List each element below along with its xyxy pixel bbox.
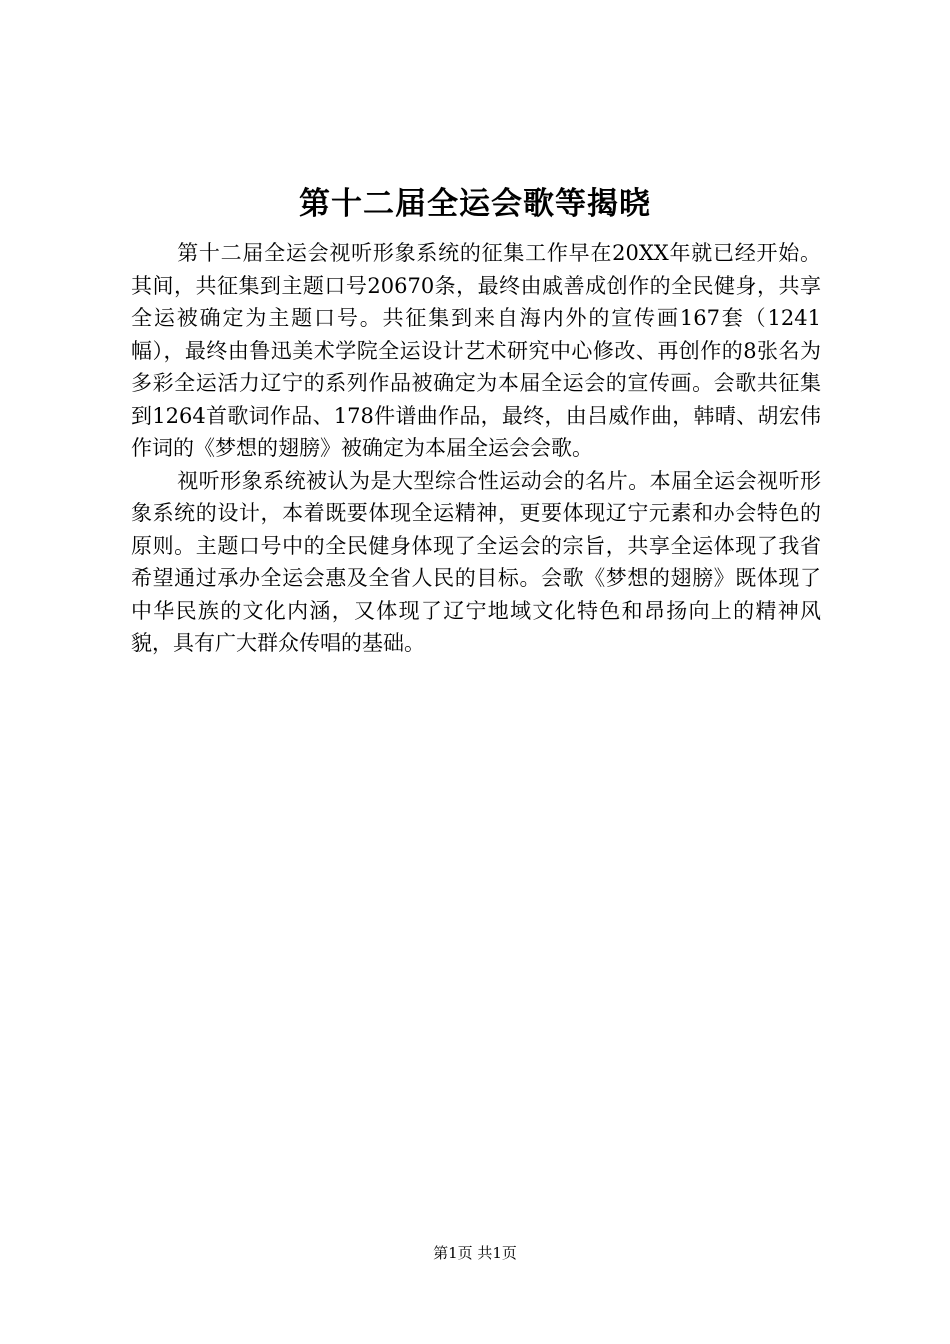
paragraph-1: 第十二届全运会视听形象系统的征集工作早在20XX年就已经开始。其间，共征集到主题口号20670条，最终由戚善成创作的全民健身，共享全运被确定为主题口号。共征集到来自海内外的宣传画167套（1241幅），最终由鲁迅美术学院全运设计艺术研究中心修改、再创作的8张名为多彩全运活力辽宁的系列作品被确定为本届全运会的宣传画。会歌共征集到1264首歌词作品、178件谱曲作品，最终，由吕威作曲，韩晴、胡宏伟作词的《梦想的翅膀》被确定为本届全运会会歌。 xyxy=(131,241,821,460)
paragraph-2: 视听形象系统被认为是大型综合性运动会的名片。本届全运会视听形象系统的设计，本着既要体现全运精神，更要体现辽宁元素和办会特色的原则。主题口号中的全民健身体现了全运会的宗旨，共享全运体现了我省希望通过承办全运会惠及全省人民的目标。会歌《梦想的翅膀》既体现了中华民族的文化内涵，又体现了辽宁地域文化特色和昂扬向上的精神风貌，具有广大群众传唱的基础。 xyxy=(131,468,821,655)
document-body xyxy=(131,237,821,660)
document-title: 第十二届全运会歌等揭晓 xyxy=(299,186,651,222)
page-footer: 第1页 共1页 xyxy=(433,1244,517,1262)
